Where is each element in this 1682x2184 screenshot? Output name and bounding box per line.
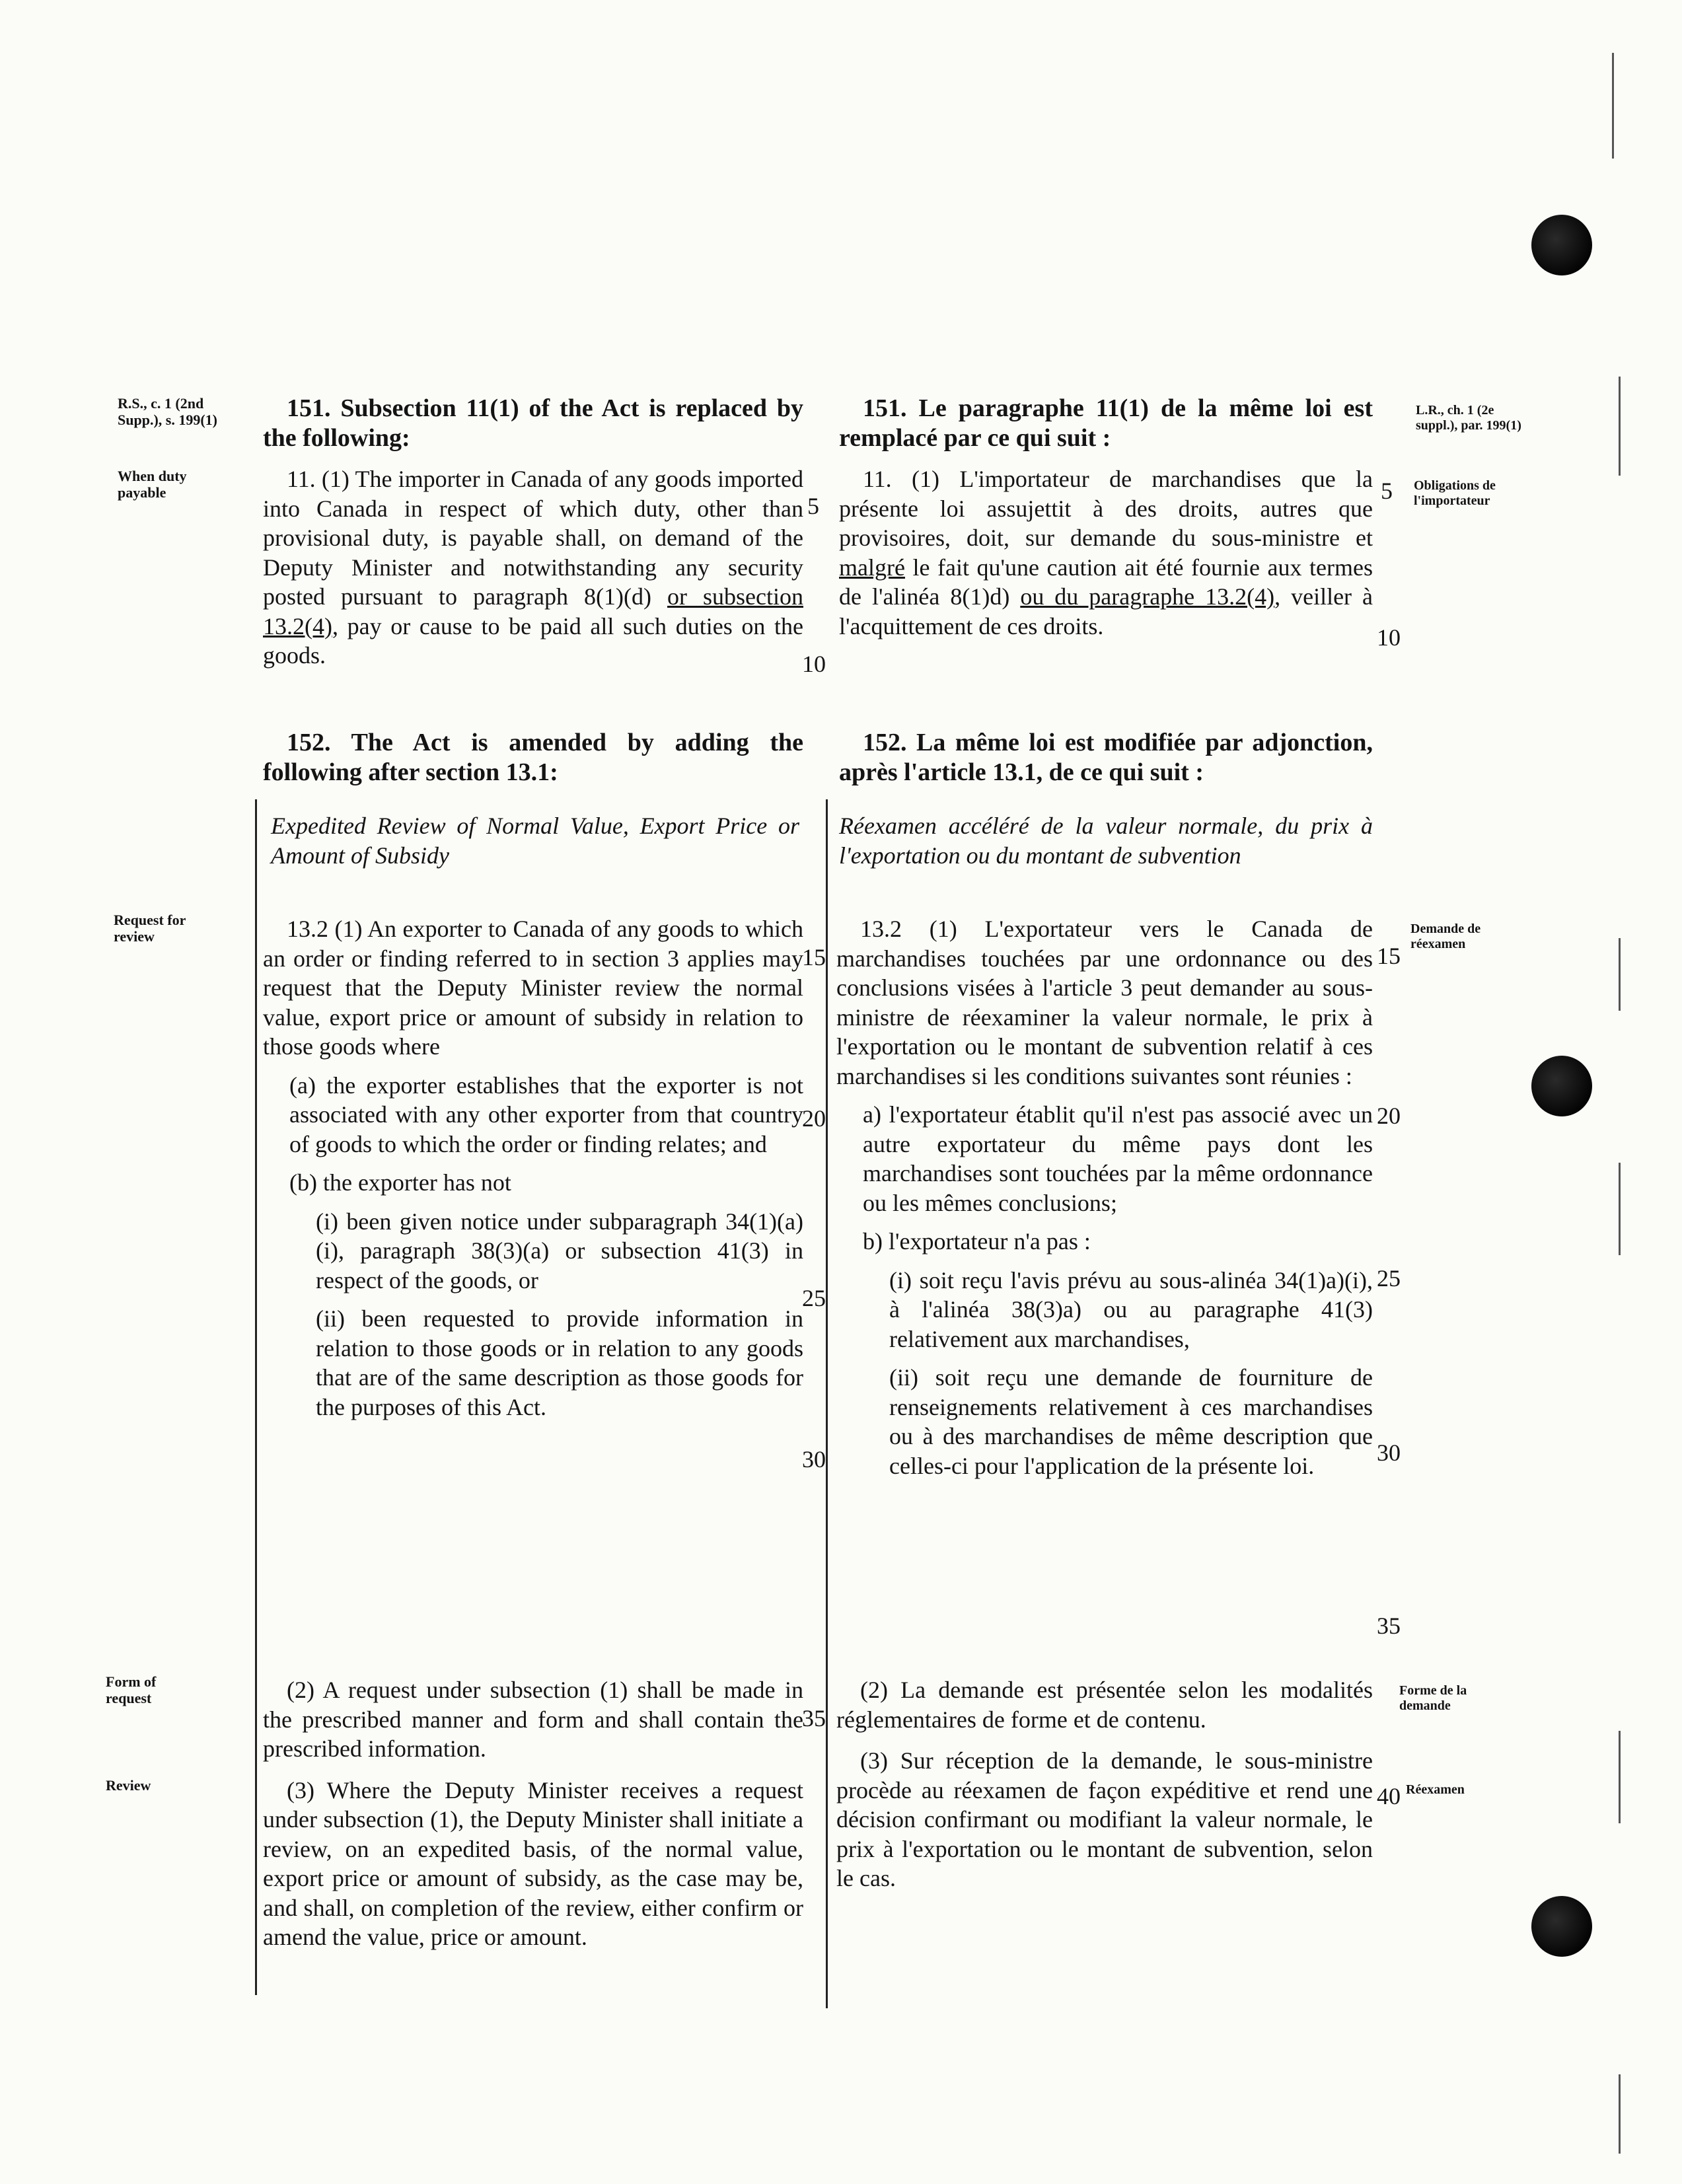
english-column bbox=[263, 394, 803, 671]
edge-mark bbox=[1619, 938, 1621, 1011]
subsection-13-2-3-en: (3) Where the Deputy Minister receives a request under subsection (1), the Deputy Minister shall initiate a review, on an expedited basis, of the normal value, export price or amount of subsidy, as the case may be, and shall, on completion of the review, either confirm or amend the value, price or amount. bbox=[263, 1776, 803, 1950]
edge-mark bbox=[1619, 1163, 1621, 1255]
section-151-heading-fr: 151. Le paragraphe 11(1) de la même loi est remplacé par ce qui suit : bbox=[839, 394, 1373, 452]
subsection-13-2-1-fr: 13.2 (1) L'exportateur vers le Canada de marchandises touchées par une ordonnance ou des conclusions visées à l'article 3 peut demander au sous-ministre de réexaminer la valeur normale, le prix à l'exportation ou le montant de subvention relatif à ces marchandises si les conditions suivantes sont réunies : bbox=[836, 916, 1373, 1089]
line-number-center: 15 bbox=[802, 944, 826, 970]
french-13-2-block bbox=[836, 914, 1373, 1480]
french-column bbox=[839, 394, 1373, 641]
english-section-title-block bbox=[271, 811, 799, 870]
line-number-center: 25 bbox=[802, 1285, 826, 1311]
margin-note-when-duty-payable: When duty payable bbox=[118, 468, 187, 501]
section-151-heading-en: 151. Subsection 11(1) of the Act is replaced by the following: bbox=[263, 394, 803, 452]
subsection-11-1-fr-mid: le fait qu'une caution ait été fournie aux termes de l'alinéa 8(1)d) bbox=[839, 554, 1373, 610]
line-number-right: 30 bbox=[1377, 1439, 1401, 1466]
paragraph-a-en: (a) the exporter establishes that the exporter is not associated with any other exporter from that country of goods to which the order or finding relates; and bbox=[289, 1072, 803, 1157]
subsection-11-1-en-text: 11. (1) The importer in Canada of any goods imported into Canada in respect of which duty, other than provisional duty, is payable shall, on demand of the Deputy Minister and notwithstanding any security posted pursuant to paragraph 8(1)(d) bbox=[263, 466, 803, 610]
binder-hole-bottom bbox=[1531, 1896, 1592, 1957]
line-number-right: 15 bbox=[1377, 943, 1401, 969]
line-number-right: 25 bbox=[1377, 1265, 1401, 1292]
english-13-2-2-block bbox=[263, 1675, 803, 1952]
subparagraph-ii-en: (ii) been requested to provide information in relation to those goods or in relation to any goods that are of the same description as those goods for the purposes of this Act. bbox=[316, 1305, 803, 1420]
edge-mark bbox=[1612, 53, 1614, 159]
edge-mark bbox=[1619, 1731, 1621, 1823]
english-column-152 bbox=[263, 728, 803, 787]
line-number-right: 35 bbox=[1377, 1613, 1401, 1639]
paragraph-a-fr: a) l'exportateur établit qu'il n'est pas associé avec un autre exportateur du même pays dont les marchandises sont touchées par la même ordonnance ou les mêmes conclusions; bbox=[863, 1101, 1373, 1216]
line-number-center: 5 bbox=[807, 493, 819, 519]
line-number-right: 10 bbox=[1377, 624, 1401, 651]
subsection-13-2-2-fr: (2) La demande est présentée selon les modalités réglementaires de forme et de contenu. bbox=[836, 1677, 1373, 1733]
subsection-11-1-fr-end: , veiller à l'acquittement de ces droits. bbox=[839, 583, 1373, 639]
margin-note-request-for-review: Request for review bbox=[114, 912, 186, 945]
margin-note-forme-de-la-demande: Forme de la demande bbox=[1399, 1683, 1467, 1713]
margin-note-reexamen: Réexamen bbox=[1406, 1782, 1465, 1797]
binder-hole-top bbox=[1531, 215, 1592, 275]
english-13-2-block bbox=[263, 914, 803, 1422]
line-number-center: 35 bbox=[802, 1705, 826, 1731]
section-152-heading-fr: 152. La même loi est modifiée par adjonction, après l'article 13.1, de ce qui suit : bbox=[839, 729, 1373, 786]
line-number-center: 30 bbox=[802, 1446, 826, 1473]
line-number-right: 20 bbox=[1377, 1103, 1401, 1129]
french-section-title-block bbox=[839, 811, 1373, 870]
subsection-11-1-en-end: , pay or cause to be paid all such duties on the goods. bbox=[263, 612, 803, 669]
column-rule-center bbox=[826, 799, 828, 2008]
section-152-heading-en: 152. The Act is amended by adding the following after section 13.1: bbox=[263, 729, 803, 786]
section-title-en: Expedited Review of Normal Value, Export Price or Amount of Subsidy bbox=[271, 813, 799, 869]
subsection-11-1-fr-text: 11. (1) L'importateur de marchandises que la présente loi assujettit à des droits, autres que provisoires, doit, sur demande du sous-ministre et bbox=[839, 466, 1373, 551]
french-13-2-2-block bbox=[836, 1675, 1373, 1893]
paragraph-b-fr: b) l'exportateur n'a pas : bbox=[863, 1228, 1091, 1255]
margin-note-review: Review bbox=[106, 1777, 151, 1794]
line-number-right: 40 bbox=[1377, 1783, 1401, 1809]
line-number-right: 5 bbox=[1381, 478, 1393, 504]
amendment-underlined-fr: ou du paragraphe 13.2(4) bbox=[1020, 583, 1275, 610]
subsection-13-2-1-en: 13.2 (1) An exporter to Canada of any goods to which an order or finding referred to in section 3 applies may request that the Deputy Minister review the normal value, export price or amount of subsidy in relation to those goods where bbox=[263, 916, 803, 1060]
subparagraph-i-en: (i) been given notice under subparagraph 34(1)(a)(i), paragraph 38(3)(a) or subsection 41(3) in respect of the goods, or bbox=[316, 1208, 803, 1293]
subsection-11-1-en bbox=[263, 464, 803, 671]
subsection-11-1-fr bbox=[839, 464, 1373, 641]
binder-hole-middle bbox=[1531, 1056, 1592, 1116]
subparagraph-i-fr: (i) soit reçu l'avis prévu au sous-alinéa 34(1)a)(i), à l'alinéa 38(3)a) ou au paragraphe 41(3) relativement aux marchandises, bbox=[889, 1266, 1373, 1352]
subsection-13-2-2-en: (2) A request under subsection (1) shall be made in the prescribed manner and form and shall contain the prescribed information. bbox=[263, 1677, 803, 1762]
subsection-13-2-3-fr: (3) Sur réception de la demande, le sous-ministre procède au réexamen de façon expéditive et rend une décision confirmant ou modifiant la valeur normale, le prix à l'exportation ou le montant de subvention, selon le cas. bbox=[836, 1747, 1373, 1891]
malgre-underlined-fr: malgré bbox=[839, 554, 905, 581]
french-column-152 bbox=[839, 728, 1373, 787]
margin-note-form-of-request: Form of request bbox=[106, 1673, 157, 1706]
line-number-center: 20 bbox=[802, 1105, 826, 1132]
edge-mark bbox=[1619, 377, 1621, 476]
section-title-fr: Réexamen accéléré de la valeur normale, du prix à l'exportation ou du montant de subvention bbox=[839, 813, 1373, 869]
margin-note-obligations: Obligations de l'importateur bbox=[1414, 478, 1496, 508]
edge-mark bbox=[1619, 2074, 1621, 2154]
paragraph-b-en: (b) the exporter has not bbox=[289, 1169, 511, 1196]
margin-note-demande-de-reexamen: Demande de réexamen bbox=[1410, 922, 1481, 951]
line-number-center: 10 bbox=[802, 651, 826, 677]
column-rule-left bbox=[255, 799, 257, 1995]
margin-note-lr-citation: L.R., ch. 1 (2e suppl.), par. 199(1) bbox=[1416, 403, 1521, 433]
amendment-underlined-en: or subsection 13.2(4) bbox=[263, 583, 803, 639]
margin-note-rs-citation: R.S., c. 1 (2nd Supp.), s. 199(1) bbox=[118, 395, 217, 428]
subparagraph-ii-fr: (ii) soit reçu une demande de fourniture de renseignements relativement à ces marchandises ou à des marchandises de même description que celles-ci pour l'application de la présente loi. bbox=[889, 1364, 1373, 1479]
